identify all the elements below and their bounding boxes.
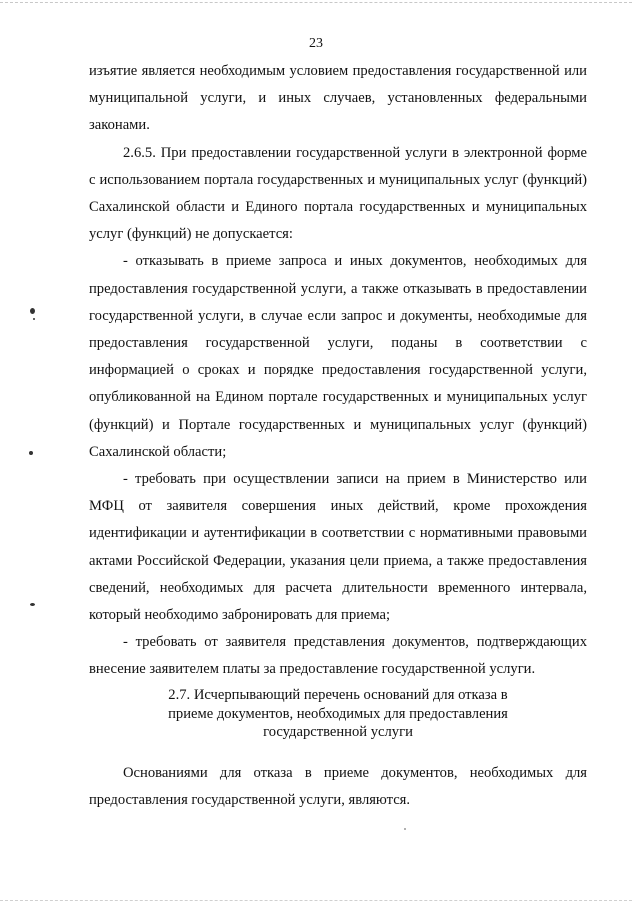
section-heading-2-7: [89, 686, 587, 742]
paragraph-grounds-for-refusal: Основаниями для отказа в приеме документов, необходимых для предоставления государственной услуги, являются.: [89, 765, 587, 809]
paragraph-2-6-5: 2.6.5. При предоставлении государственной услуги в электронной форме с использованием портала государственных и муниципальных услуг (функций) Сахалинской области и Единого портала государственных и муниципальных услуг (функций) не допускается:: [89, 144, 587, 243]
list-item-appointment-requirements: - требовать при осуществлении записи на прием в Министерство или МФЦ от заявителя совершения иных действий, кроме прохождения идентификации и аутентификации в соответствии с нормативными правовыми актами Российской Федерации, указания цели приема, а также предоставления сведений, необходимых для расчета длительности временного интервала, который необходимо забронировать для приема;: [89, 471, 587, 624]
page-number: 23: [309, 36, 323, 51]
list-item-refuse-acceptance: - отказывать в приеме запроса и иных документов, необходимых для предоставления государственной услуги, а также отказывать в предоставлении государственной услуги, в случае если запрос и документы, необходимые для предоставления государственной услуги, поданы в соответствии с информацией о сроках и порядке предоставления государственной услуги, опубликованной на Едином портале государственных и муниципальных услуг (функций) и Портале государственных и муниципальных услуг (функций) Сахалинской области;: [89, 253, 587, 460]
closing-text-block: [89, 760, 587, 814]
scan-edge-bottom: [0, 900, 632, 901]
paragraph-continuation: изъятие является необходимым условием предоставления государственной или муниципальной услуги, и иных случаев, установленных федеральными законами.: [89, 63, 587, 134]
section-heading-line: государственной услуги: [263, 724, 413, 740]
section-heading-line: 2.7. Исчерпывающий перечень оснований для отказа в: [168, 687, 508, 703]
section-heading-line: приеме документов, необходимых для предоставления: [168, 705, 508, 722]
list-item-payment-documents: - требовать от заявителя представления документов, подтверждающих внесение заявителем платы за предоставление государственной услуги.: [89, 634, 587, 678]
main-text-block: [89, 58, 587, 684]
scan-edge-top: [0, 2, 632, 3]
